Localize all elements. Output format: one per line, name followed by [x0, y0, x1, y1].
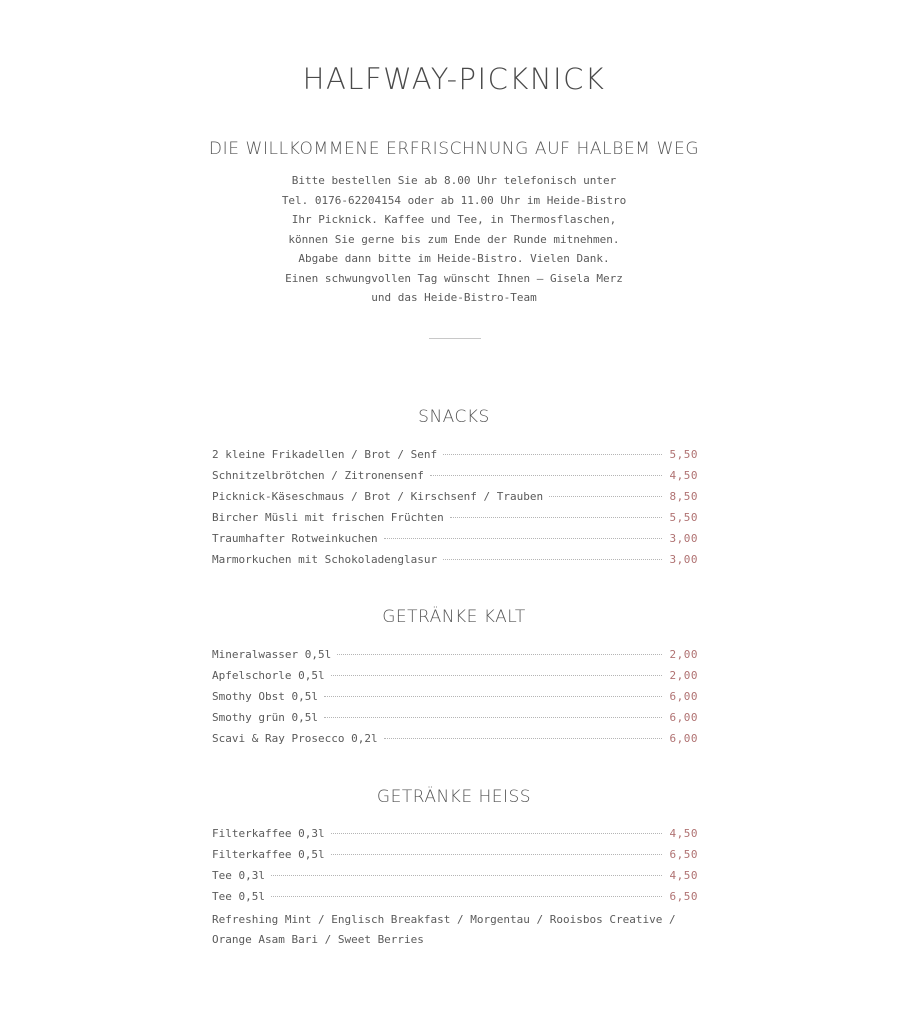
item-name: Apfelschorle 0,5l	[212, 669, 325, 682]
menu-item	[212, 490, 698, 511]
menu-item	[212, 890, 698, 911]
menu-item	[212, 469, 698, 490]
dotted-leader	[450, 517, 662, 518]
dotted-leader	[324, 696, 662, 697]
menu-item	[212, 669, 698, 690]
dotted-leader	[337, 654, 661, 655]
cold-drinks-list	[212, 648, 698, 753]
item-price: 3,00	[669, 532, 698, 545]
intro-line: Abgabe dann bitte im Heide-Bistro. Vielen Dank.	[298, 252, 610, 265]
dotted-leader	[443, 454, 661, 455]
item-name: Picknick-Käseschmaus / Brot / Kirschsenf / Trauben	[212, 490, 544, 503]
dotted-leader	[430, 475, 662, 476]
item-price: 5,50	[669, 511, 698, 524]
dotted-leader	[384, 538, 662, 539]
item-name: Bircher Müsli mit frischen Früchten	[212, 511, 444, 524]
item-name: Mineralwasser 0,5l	[212, 648, 332, 661]
dotted-leader	[331, 675, 662, 676]
dotted-leader	[443, 559, 661, 560]
item-price: 6,50	[669, 848, 698, 861]
item-price: 6,00	[669, 732, 698, 745]
intro-line: Einen schwungvollen Tag wünscht Ihnen – Gisela Merz	[285, 271, 623, 285]
menu-item	[212, 532, 698, 553]
menu-item	[212, 848, 698, 869]
tea-varieties-line: Refreshing Mint / Englisch Breakfast / Morgentau / Rooisbos Creative /	[212, 913, 676, 926]
snacks-list	[212, 448, 698, 574]
page-title: HALFWAY-PICKNICK	[302, 62, 606, 96]
intro-text	[0, 171, 908, 308]
page-subtitle: DIE WILLKOMMENE ERFRISCHNUNG AUF HALBEM WEG	[208, 139, 700, 159]
section-title-cold-drinks: GETRÄNKE KALT	[382, 607, 526, 627]
section-title-hot-drinks: GETRÄNKE HEISS	[376, 787, 532, 807]
dotted-leader	[324, 717, 662, 718]
item-name: Filterkaffee 0,5l	[212, 848, 325, 861]
intro-line: Tel. 0176-62204154 oder ab 11.00 Uhr im Heide-Bistro	[281, 193, 627, 207]
item-price: 5,50	[669, 448, 698, 461]
item-name: 2 kleine Frikadellen / Brot / Senf	[212, 448, 438, 461]
dotted-leader	[331, 854, 662, 855]
intro-line: können Sie gerne bis zum Ende der Runde mitnehmen.	[288, 232, 620, 246]
item-name: Filterkaffee 0,3l	[212, 827, 325, 840]
item-name: Smothy Obst 0,5l	[212, 690, 318, 703]
menu-item	[212, 448, 698, 469]
hot-drinks-list	[212, 827, 698, 911]
item-name: Tee 0,3l	[212, 869, 265, 882]
tea-varieties-line: Orange Asam Bari / Sweet Berries	[212, 933, 424, 946]
menu-item	[212, 690, 698, 711]
section-divider	[429, 338, 481, 339]
intro-line: und das Heide-Bistro-Team	[371, 291, 537, 304]
item-price: 6,00	[669, 711, 698, 724]
menu-item	[212, 511, 698, 532]
dotted-leader	[549, 496, 661, 497]
item-name: Tee 0,5l	[212, 890, 265, 903]
item-price: 4,50	[669, 469, 698, 482]
item-price: 2,00	[669, 669, 698, 682]
item-name: Smothy grün 0,5l	[212, 711, 318, 724]
tea-varieties-note	[212, 910, 702, 950]
item-price: 3,00	[669, 553, 698, 566]
dotted-leader	[331, 833, 662, 834]
menu-item	[212, 648, 698, 669]
item-name: Schnitzelbrötchen / Zitronensenf	[212, 469, 424, 482]
dotted-leader	[384, 738, 662, 739]
menu-item	[212, 827, 698, 848]
section-title-snacks: SNACKS	[418, 407, 490, 427]
menu-item	[212, 711, 698, 732]
item-name: Marmorkuchen mit Schokoladenglasur	[212, 553, 438, 566]
item-price: 4,50	[669, 869, 698, 882]
item-price: 2,00	[669, 648, 698, 661]
menu-item	[212, 553, 698, 574]
item-name: Traumhafter Rotweinkuchen	[212, 532, 378, 545]
intro-line: Ihr Picknick. Kaffee und Tee, in Thermosflaschen,	[291, 213, 617, 226]
item-price: 6,00	[669, 690, 698, 703]
item-price: 6,50	[669, 890, 698, 903]
dotted-leader	[271, 896, 662, 897]
menu-item	[212, 732, 698, 753]
item-price: 4,50	[669, 827, 698, 840]
item-name: Scavi & Ray Prosecco 0,2l	[212, 732, 378, 745]
dotted-leader	[271, 875, 662, 876]
item-price: 8,50	[669, 490, 698, 503]
menu-item	[212, 869, 698, 890]
intro-line: Bitte bestellen Sie ab 8.00 Uhr telefonisch unter	[291, 174, 617, 187]
